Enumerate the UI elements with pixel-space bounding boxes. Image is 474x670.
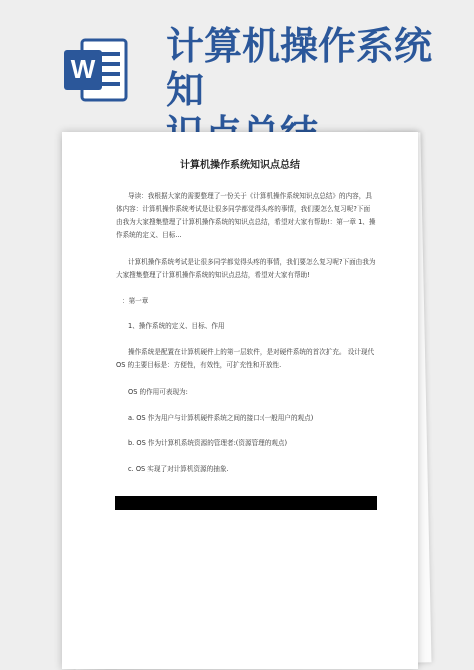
header-title-line-1: 计算机操作系统知 bbox=[166, 24, 433, 112]
list-item-c: c. OS 实现了对计算机资源的抽象. bbox=[128, 465, 229, 473]
paragraph-2: 计算机操作系统考试是让很多同学都觉得头疼的事情，我们要怎么复习呢?下面由我为大家搜集整理了计算机操作系统的知识点总结，希望对大家有帮助! bbox=[116, 258, 376, 279]
list-item-b: b. OS 作为计算机系统资源的管理者:(资源管理的观点) bbox=[128, 439, 288, 447]
header-banner bbox=[0, 0, 474, 140]
intro-paragraph: 导读：我根据大家的需要整理了一份关于《计算机操作系统知识点总结》的内容，具体内容：计算机操作系统考试是让很多同学都觉得头疼的事情，我们要怎么复习呢?下面由我为大家搜集整理了计算机操作系统的知识点总结，希望对大家有帮助!：第一章 1、操作系统的定义、目标... bbox=[116, 192, 376, 239]
section-heading: 1、操作系统的定义、目标、作用 bbox=[128, 322, 225, 330]
svg-text:W: W bbox=[70, 54, 96, 84]
paragraph-4: OS 的作用可表现为: bbox=[128, 388, 188, 396]
document-page bbox=[62, 132, 418, 669]
document-title: 计算机操作系统知识点总结 bbox=[180, 160, 300, 171]
paragraph-3: 操作系统是配置在计算机硬件上的第一层软件，是对硬件系统的首次扩充。 设计现代OS 的主要目标是：方便性，有效性，可扩充性和开放性. bbox=[116, 348, 375, 369]
redaction-bar bbox=[115, 496, 377, 510]
list-item-a: a. OS 作为用户与计算机硬件系统之间的接口:(一般用户的观点) bbox=[128, 414, 314, 422]
word-icon bbox=[62, 36, 128, 104]
chapter-heading: ：第一章 bbox=[122, 297, 149, 305]
